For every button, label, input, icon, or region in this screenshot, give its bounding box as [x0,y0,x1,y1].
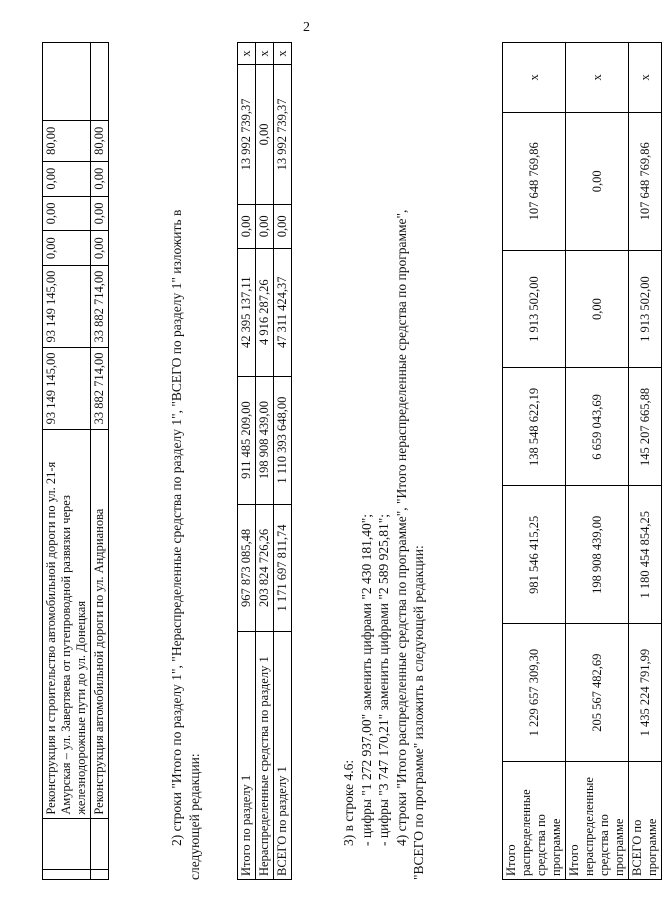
table-cell: 13 992 739,37 [274,65,292,205]
paragraph-2 [168,42,203,880]
paragraph-line: "ВСЕГО по программе" изложить в следующей редакции: [411,545,427,880]
table-cell: 1 110 393 648,00 [274,376,292,504]
table-row [274,43,292,880]
table-cell: 42 395 137,11 [238,248,256,376]
paragraph-line: - цифры "1 272 937,00" заменить цифрами "2 430 181,40"; [358,513,374,846]
table-cell: 967 873 085,48 [238,504,256,632]
table-cell: x [503,43,566,113]
row-label: Нераспределенные средства по разделу 1 [256,632,274,880]
table-cell: x [238,43,256,65]
table-cell: 0,00 [43,196,91,231]
table-cell: 138 548 622,19 [503,368,566,486]
table-cell: 145 207 665,88 [629,368,662,486]
paragraph-line: - цифры "3 747 170,21" заменить цифрами "2 589 925,81"; [376,513,392,846]
project-name-cell: Реконструкция и строительство автомобильной дороги по ул. 21-я Амурская – ул. Завертяева от путепроводной развязки через железнодорожные пути до ул. Донецкая [43,429,91,818]
row-label: ВСЕГО по разделу 1 [274,632,292,880]
table-cell [91,869,109,879]
table-cell: 0,00 [274,204,292,248]
table-row [503,43,566,880]
table-cell [91,43,109,121]
table-cell: 1 229 657 309,30 [503,624,566,762]
table-cell: 0,00 [256,65,274,205]
table-cell: 107 648 769,86 [503,112,566,250]
table-cell [91,818,109,869]
row-label: Итого по разделу 1 [238,632,256,880]
table-cell: 0,00 [256,204,274,248]
table-cell: x [629,43,662,113]
table-row [238,43,256,880]
table-cell: 13 992 739,37 [238,65,256,205]
table-cell: 93 149 145,00 [43,266,91,348]
table-cell: 1 913 502,00 [629,250,662,368]
table-cell: 205 567 482,69 [566,624,629,762]
rotated-document-content [42,30,659,880]
table-cell: 33 882 714,00 [91,347,109,429]
amendment-block [340,42,428,880]
page-number: 2 [303,20,310,35]
table-row [629,43,662,880]
table-row [43,43,91,880]
table-cell: 0,00 [91,161,109,196]
table-cell: 33 882 714,00 [91,266,109,348]
table-cell: 80,00 [43,120,91,161]
section1-table [237,42,292,880]
table-row [91,43,109,880]
table-cell [43,43,91,121]
table-cell: 107 648 769,86 [629,112,662,250]
table-cell: 1 180 454 854,25 [629,486,662,624]
table-cell: x [274,43,292,65]
table-cell: 203 824 726,26 [256,504,274,632]
projects-table [42,42,109,880]
table-cell: 93 149 145,00 [43,347,91,429]
program-table [502,42,662,880]
row-label: ВСЕГО по программе [629,762,662,880]
table-cell: 0,00 [91,231,109,266]
table-cell: 1 435 224 791,99 [629,624,662,762]
table-cell: 911 485 209,00 [238,376,256,504]
table-cell: x [566,43,629,113]
table-cell: 1 913 502,00 [503,250,566,368]
table-cell: 47 311 424,37 [274,248,292,376]
paragraph-line: 2) строки "Итого по разделу 1", "Нераспределенные средства по разделу 1", "ВСЕГО по разделу 1" изложить в [169,209,184,846]
table-row [256,43,274,880]
table-cell: 0,00 [566,250,629,368]
table-cell: 0,00 [566,112,629,250]
paragraph-line: 3) в строке 4.6: [341,759,356,846]
table-cell: 4 916 287,26 [256,248,274,376]
project-name-cell: Реконструкция автомобильной дороги по ул. Андрианова [91,429,109,818]
table-cell: 0,00 [43,231,91,266]
table-cell: 198 908 439,00 [566,486,629,624]
table-cell [43,869,91,879]
table-cell: 1 171 697 811,74 [274,504,292,632]
table-cell: x [256,43,274,65]
table-cell: 0,00 [91,196,109,231]
table-cell: 6 659 043,69 [566,368,629,486]
table-cell: 981 546 415,25 [503,486,566,624]
table-row [566,43,629,880]
table-cell: 198 908 439,00 [256,376,274,504]
table-cell: 0,00 [43,161,91,196]
table-cell: 80,00 [91,120,109,161]
paragraph-line: 4) строки "Итого распределенные средства по программе", "Итого нераспределенные средства по программе", [393,209,409,846]
table-cell [43,818,91,869]
paragraph-line: следующей редакции: [186,753,202,880]
row-label: Итого распределенные средства по программе [503,762,566,880]
table-cell: 0,00 [238,204,256,248]
row-label: Итого нераспределенные средства по программе [566,762,629,880]
